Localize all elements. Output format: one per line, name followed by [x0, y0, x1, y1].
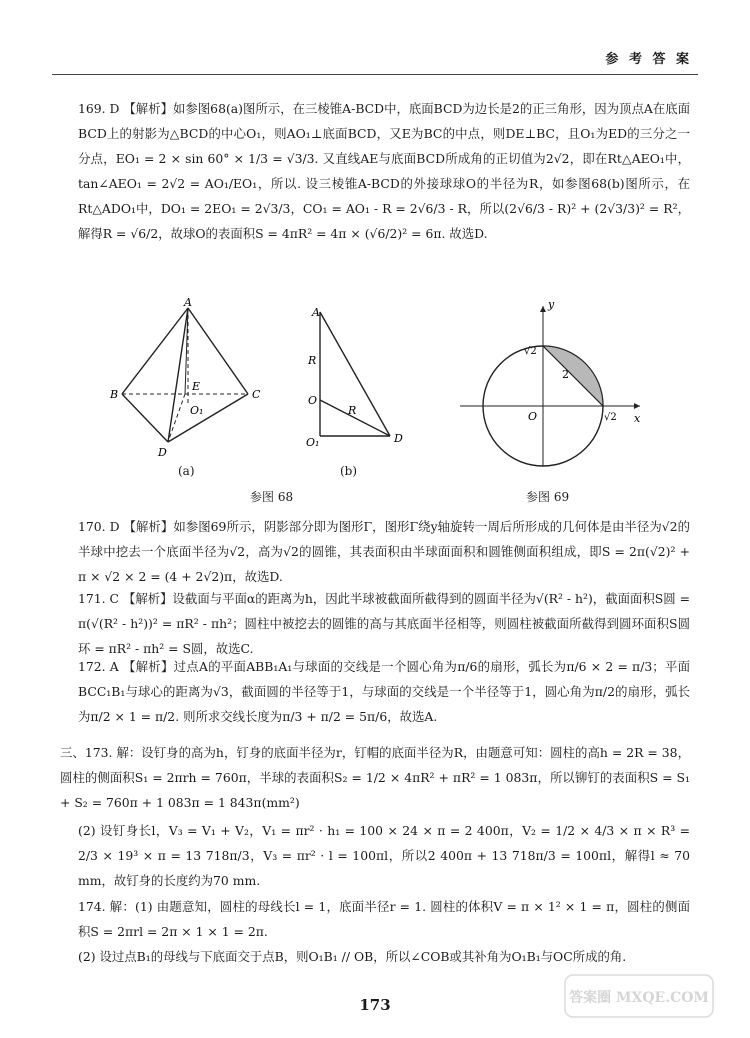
label-E: E [192, 380, 201, 393]
label-O-b: O [308, 394, 318, 407]
answer-174-part2: (2) 设过点B₁的母线与下底面交于点B，则O₁B₁ // OB，所以∠COB或其补角为O₁B₁与OC所成的角. [78, 949, 627, 964]
label-A-b: A [312, 306, 320, 319]
figure-69-caption: 参图 69 [526, 490, 570, 504]
answer-174: 174. 解：(1) 由题意知，圆柱的母线长l = 1，底面半径r = 1. 圆柱的体积V = π × 1² × 1 = π，圆柱的侧面积S = 2πrl = 2π × 1 × 1 = 2π. [78, 899, 690, 939]
figure-69 [450, 296, 650, 476]
page-number: 173 [359, 996, 391, 1014]
label-O1: O₁ [190, 404, 204, 417]
answer-172: 172. A 【解析】过点A的平面ABB₁A₁与球面的交线是一个圆心角为π/6的扇形，弧长为π/6 × 2 = π/3；平面BCC₁B₁与球心的距离为√3，截面圆的半径等于1，与球面的交线是一个半径等于1，圆心角为π/2的扇形，弧长为π/2 × 1 = π/2. 则所求交线长度为π/3 + π/2 = 5π/6，故选A. [78, 659, 690, 724]
label-A: A [184, 296, 192, 309]
watermark-logo [564, 974, 714, 1018]
figure-68-caption: 参图 68 [250, 490, 294, 504]
label-O1-b: O₁ [306, 436, 320, 449]
figure-68a [100, 296, 270, 466]
figures-row [100, 296, 660, 506]
figure-68b [300, 296, 410, 466]
label-sqrt2-y: √2 [524, 346, 537, 357]
watermark-text: 答案圈 MXQE.COM [569, 990, 709, 1006]
answer-170: 170. D 【解析】如参图69所示，阴影部分即为图形Γ，图形Γ绕y轴旋转一周后所形成的几何体是由半径为√2的半球中挖去一个底面半径为√2，高为√2的圆锥，其表面积由半球面面积和圆锥侧面积组成，即S = 2π(√2)² + π × √2 × 2 = (4 + 2√2)π，故选D. [78, 519, 690, 584]
label-2: 2 [562, 368, 569, 381]
label-C: C [252, 388, 261, 401]
label-R1: R [308, 354, 317, 367]
label-D-b: D [394, 432, 403, 445]
figure-68a-sub: (a) [178, 464, 195, 478]
answer-173-part2: (2) 设钉身长l，V₃ = V₁ + V₂，V₁ = πr² · h₁ = 100 × 24 × π = 2 400π，V₂ = 1/2 × 4/3 × π × R³ = 2/3 × 19³ × π = 13 718π/3，V₃ = πr² · l = 100πl，所以2 400π + 13 718π/3 = 100πl，解得l ≈ 70 mm，故钉身的长度约为70 mm. [78, 823, 690, 888]
answer-169: 169. D 【解析】如参图68(a)图所示，在三棱锥A-BCD中，底面BCD为边长是2的正三角形，因为顶点A在底面BCD上的射影为△BCD的中心O₁，则AO₁⊥底面BCD，又E为BC的中点，则DE⊥BC，且O₁为ED的三分之一分点，EO₁ = 2 × sin 60° × 1/3 = √3/3. 又直线AE与底面BCD所成角的正切值为2√2，即在Rt△AEO₁中，tan∠AEO₁ = 2√2 = AO₁/EO₁，所以. 设三棱锥A-BCD的外接球球O的半径为R，如参图68(b)图所示，在Rt△ADO₁中，DO₁ = 2EO₁ = 2√3/3，CO₁ = AO₁ - R = 2√6/3 - R，所以(2√6/3 - R)² + (2√3/3)² = R²，解得R = √6/2，故球O的表面积S = 4πR² = 4π × (√6/2)² = 6π. 故选D. [78, 101, 690, 241]
label-R2: R [348, 404, 357, 417]
label-D: D [158, 446, 167, 459]
label-O-69: O [528, 410, 538, 423]
answer-171: 171. C 【解析】设截面与平面α的距离为h，因此半球被截面所截得到的圆面半径为√(R² - h²)，截面面积S圆 = π(√(R² - h²))² = πR² - πh²；圆柱中被挖去的圆锥的高与其底面半径相等，则圆柱被截面所截得到圆环面积S圆环 = πR² - πh² = S圆，故选C. [78, 591, 690, 656]
running-header: 参 考 答 案 [605, 52, 692, 67]
header-rule [52, 74, 698, 75]
label-y: y [548, 298, 555, 311]
label-sqrt2-x: √2 [604, 412, 617, 423]
figure-68b-sub: (b) [340, 464, 358, 478]
label-B: B [110, 388, 119, 401]
answer-173: 三、173. 解：设钉身的高为h，钉身的底面半径为r，钉帽的底面半径为R，由题意可知：圆柱的高h = 2R = 38，圆柱的侧面积S₁ = 2πrh = 760π，半球的表面积S₂ = 1/2 × 4πR² + πR² = 1 083π，所以铆钉的表面积S = S₁ + S₂ = 760π + 1 083π = 1 843π(mm²) [60, 745, 690, 810]
label-x: x [634, 412, 641, 425]
